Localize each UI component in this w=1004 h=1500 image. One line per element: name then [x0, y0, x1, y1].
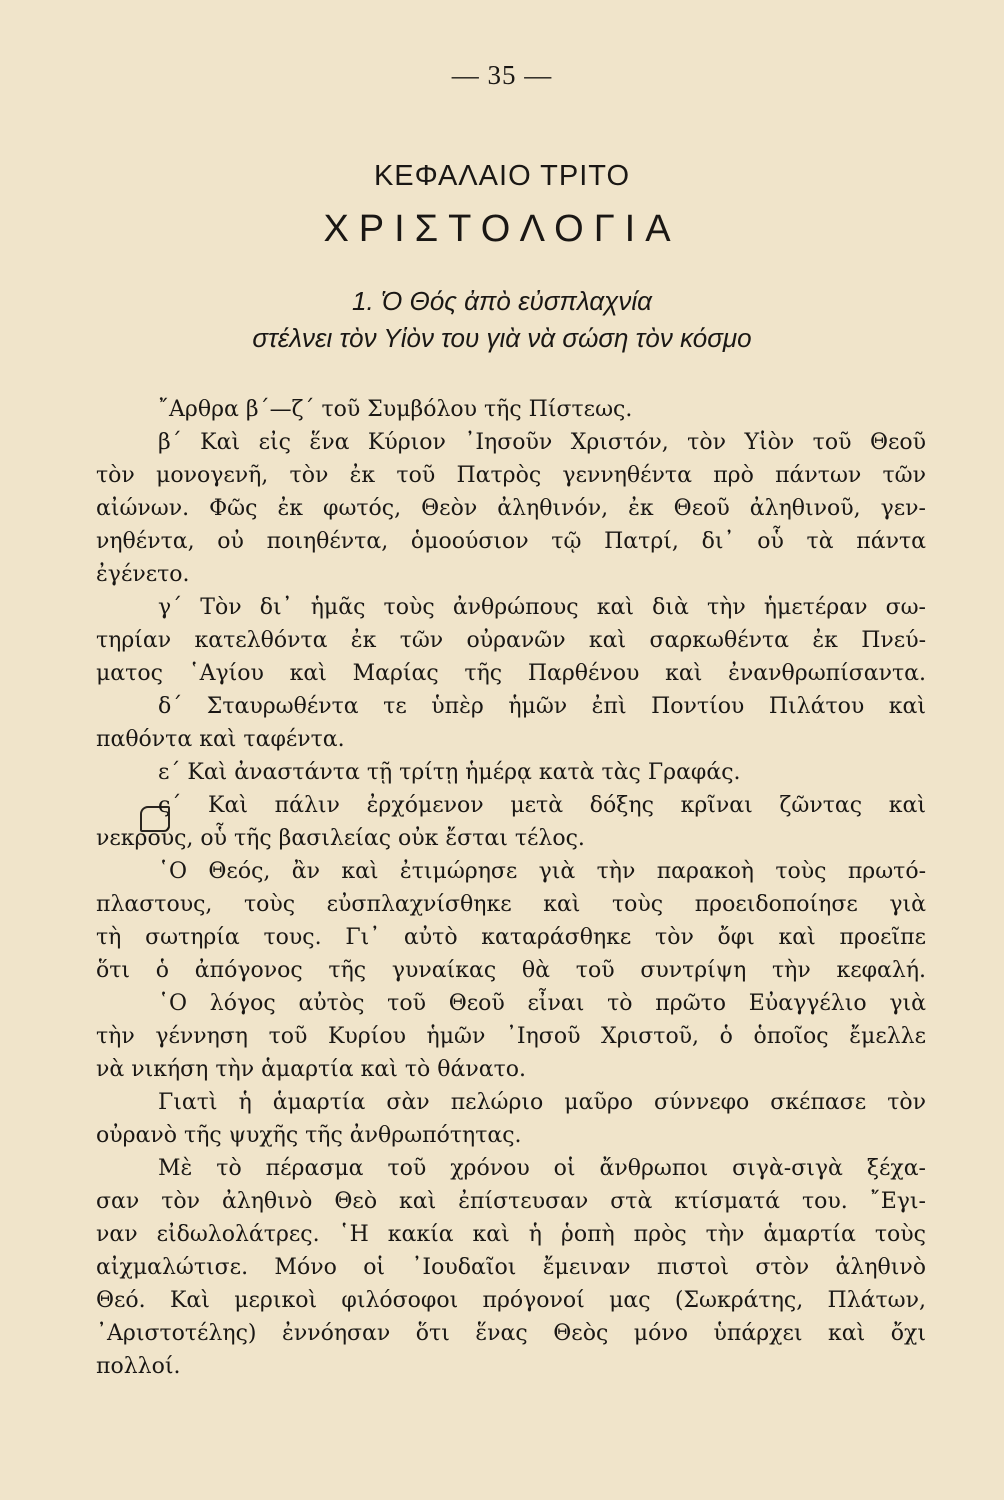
text-line: τὴ σωτηρία τους. Γι᾿ αὐτὸ καταράσθηκε τὸν ὄφι καὶ προεῖπε	[96, 925, 926, 950]
text-line: ὅτι ὁ ἀπόγονος τῆς γυναίκας θὰ τοῦ συντρίψη τὴν κεφαλή.	[96, 958, 926, 983]
text-line: πολλοί.	[96, 1354, 181, 1379]
text-line: ς΄ Καὶ πάλιν ἐρχόμενον μετὰ δόξης κρῖναι ζῶντας καὶ	[158, 793, 926, 818]
text-line: νεκρούς, οὗ τῆς βασιλείας οὐκ ἔσται τέλος.	[96, 826, 585, 851]
text-line: πλαστους, τοὺς εὐσπλαχνίσθηκε καὶ τοὺς προειδοποίησε γιὰ	[96, 892, 926, 917]
text-line: γ΄ Τὸν δι᾿ ἡμᾶς τοὺς ἀνθρώπους καὶ διὰ τὴν ἡμετέραν σω-	[158, 595, 926, 620]
text-line: ῾Ο Θεός, ἂν καὶ ἐτιμώρησε γιὰ τὴν παρακοὴ τοὺς πρωτό-	[158, 859, 926, 884]
text-line: τηρίαν κατελθόντα ἐκ τῶν οὐρανῶν καὶ σαρκωθέντα ἐκ Πνεύ-	[96, 628, 926, 653]
text-line: ᾿Αριστοτέλης) ἐννόησαν ὅτι ἕνας Θεὸς μόνο ὑπάρχει καὶ ὄχι	[96, 1321, 926, 1346]
text-line: τὴν γέννηση τοῦ Κυρίου ἡμῶν ᾿Ιησοῦ Χριστοῦ, ὁ ὁποῖος ἔμελλε	[96, 1024, 926, 1049]
text-line: ἐγένετο.	[96, 562, 190, 587]
text-line: β΄ Καὶ εἰς ἕνα Κύριον ᾿Ιησοῦν Χριστόν, τὸν Υἱὸν τοῦ Θεοῦ	[158, 430, 926, 455]
text-line: νηθέντα, οὐ ποιηθέντα, ὁμοούσιον τῷ Πατρί, δι᾿ οὗ τὰ πάντα	[96, 529, 926, 554]
body-text	[96, 393, 926, 1383]
text-line: αἰχμαλώτισε. Μόνο οἱ ᾿Ιουδαῖοι ἔμειναν πιστοὶ στὸν ἀληθινὸ	[96, 1255, 926, 1280]
text-line: ῾Ο λόγος αὐτὸς τοῦ Θεοῦ εἶναι τὸ πρῶτο Εὐαγγέλιο γιὰ	[158, 991, 926, 1016]
text-line: Γιατὶ ἡ ἁμαρτία σὰν πελώριο μαῦρο σύννεφο σκέπασε τὸν	[158, 1090, 926, 1115]
section-heading-line-2: στέλνει τὸν Υἱὸν του γιὰ νὰ σώση τὸν κόσμο	[252, 323, 752, 353]
text-line: αἰώνων. Φῶς ἐκ φωτός, Θεὸν ἀληθινόν, ἐκ Θεοῦ ἀληθινοῦ, γεν-	[96, 496, 926, 521]
chapter-label: ΚΕΦΑΛΑΙΟ ΤΡΙΤΟ	[373, 160, 631, 192]
page-number: — 35 —	[451, 60, 553, 90]
text-line: οὐρανὸ τῆς ψυχῆς τῆς ἀνθρωπότητας.	[96, 1123, 522, 1148]
text-line: δ΄ Σταυρωθέντα τε ὑπὲρ ἡμῶν ἐπὶ Ποντίου Πιλάτου καὶ	[158, 694, 926, 719]
text-line: ναν εἰδωλολάτρες. ῾Η κακία καὶ ἡ ῥοπὴ πρὸς τὴν ἁμαρτία τοὺς	[96, 1222, 926, 1247]
text-line: τὸν μονογενῆ, τὸν ἐκ τοῦ Πατρὸς γεννηθέντα πρὸ πάντων τῶν	[96, 463, 926, 488]
text-line: Θεό. Καὶ μερικοὶ φιλόσοφοι πρόγονοί μας (Σωκράτης, Πλάτων,	[96, 1288, 926, 1313]
text-line: σαν τὸν ἀληθινὸ Θεὸ καὶ ἐπίστευσαν στὰ κτίσματά του. ῎Εγι-	[96, 1189, 926, 1214]
text-line: παθόντα καὶ ταφέντα.	[96, 727, 345, 752]
text-line: ε΄ Καὶ ἀναστάντα τῇ τρίτῃ ἡμέρᾳ κατὰ τὰς Γραφάς.	[158, 760, 741, 785]
text-line: ῎Αρθρα β΄—ζ΄ τοῦ Συμβόλου τῆς Πίστεως.	[158, 397, 633, 422]
section-heading	[0, 283, 1004, 357]
text-line: Μὲ τὸ πέρασμα τοῦ χρόνου οἱ ἄνθρωποι σιγὰ-σιγὰ ξέχα-	[158, 1156, 926, 1181]
section-heading-line-1: 1. Ὁ Θός ἀπὸ εὐσπλαχνία	[352, 286, 652, 316]
text-line: νὰ νικήση τὴν ἁμαρτία καὶ τὸ θάνατο.	[96, 1057, 527, 1082]
text-line: ματος ῾Αγίου καὶ Μαρίας τῆς Παρθένου καὶ ἐνανθρωπίσαντα.	[96, 661, 926, 686]
chapter-title: ΧΡΙΣΤΟΛΟΓΙΑ	[323, 208, 681, 250]
